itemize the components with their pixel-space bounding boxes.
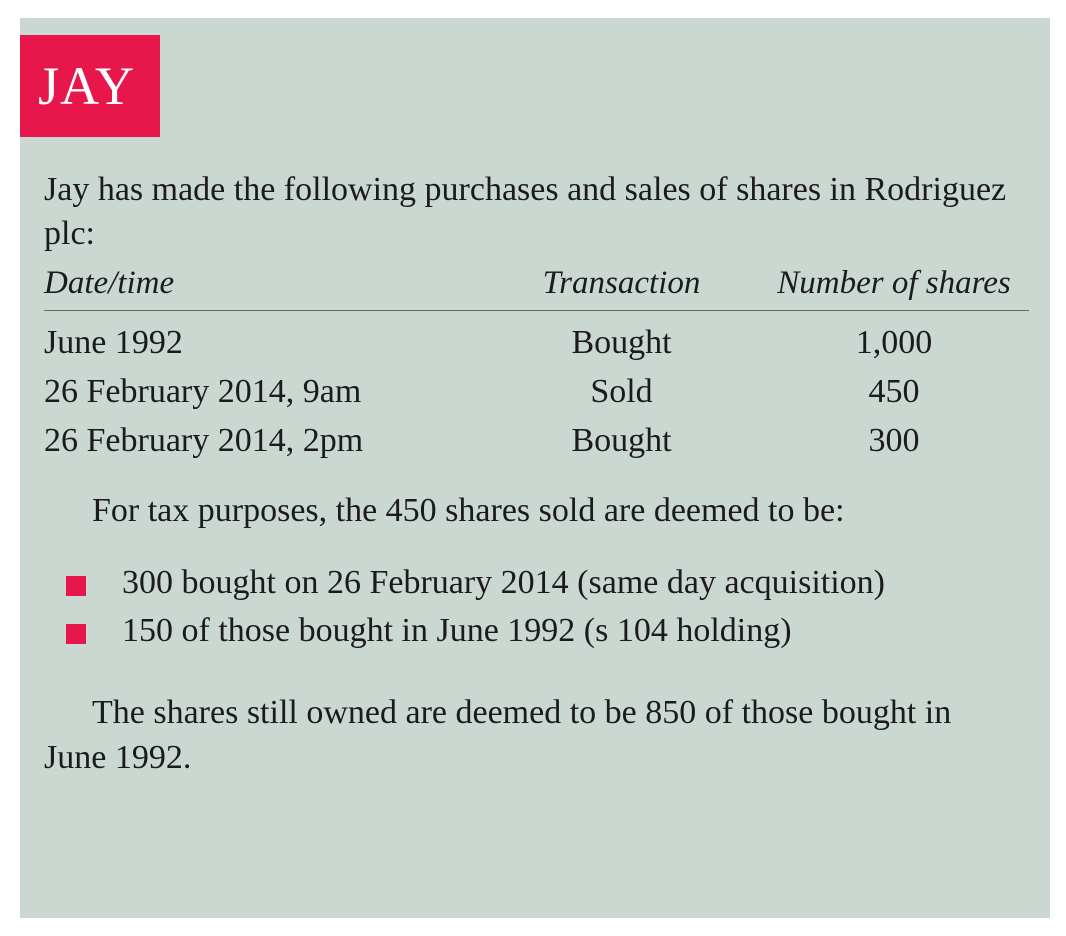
table-row [44, 311, 1029, 366]
table-row [44, 415, 1029, 464]
table-row [44, 366, 1029, 415]
cell-date: 26 February 2014, 9am [44, 372, 362, 410]
list-item [44, 608, 1028, 654]
column-header-transaction: Transaction [484, 265, 759, 311]
cell-transaction: Bought [571, 324, 672, 362]
table-header-row [44, 265, 1029, 311]
example-panel [20, 18, 1050, 918]
cell-shares: 300 [868, 421, 920, 459]
cell-shares: 450 [868, 372, 920, 410]
column-header-shares: Number of shares [759, 265, 1029, 311]
cell-date: 26 February 2014, 2pm [44, 421, 364, 459]
square-bullet-icon [66, 624, 86, 644]
deemed-shares-list [44, 560, 1028, 654]
example-body [44, 168, 1028, 780]
cell-date: June 1992 [44, 324, 183, 362]
paragraph-shares-still-owned: The shares still owned are deemed to be 850 of those bought in June 1992. [44, 694, 952, 776]
intro-paragraph: Jay has made the following purchases and sales of shares in Rodriguez plc: [44, 171, 1007, 252]
example-tag-label: JAY [38, 56, 136, 116]
list-item-label: 300 bought on 26 February 2014 (same day acquisition) [122, 563, 885, 601]
example-tag [20, 35, 160, 137]
column-header-date: Date/time [44, 265, 484, 311]
square-bullet-icon [66, 576, 86, 596]
transactions-table [44, 265, 1029, 463]
cell-transaction: Sold [590, 372, 653, 410]
cell-shares: 1,000 [855, 324, 933, 362]
cell-transaction: Bought [571, 421, 672, 459]
list-item-label: 150 of those bought in June 1992 (s 104 holding) [122, 611, 792, 649]
list-item [44, 560, 1028, 606]
paragraph-tax-purposes: For tax purposes, the 450 shares sold are deemed to be: [92, 492, 845, 530]
